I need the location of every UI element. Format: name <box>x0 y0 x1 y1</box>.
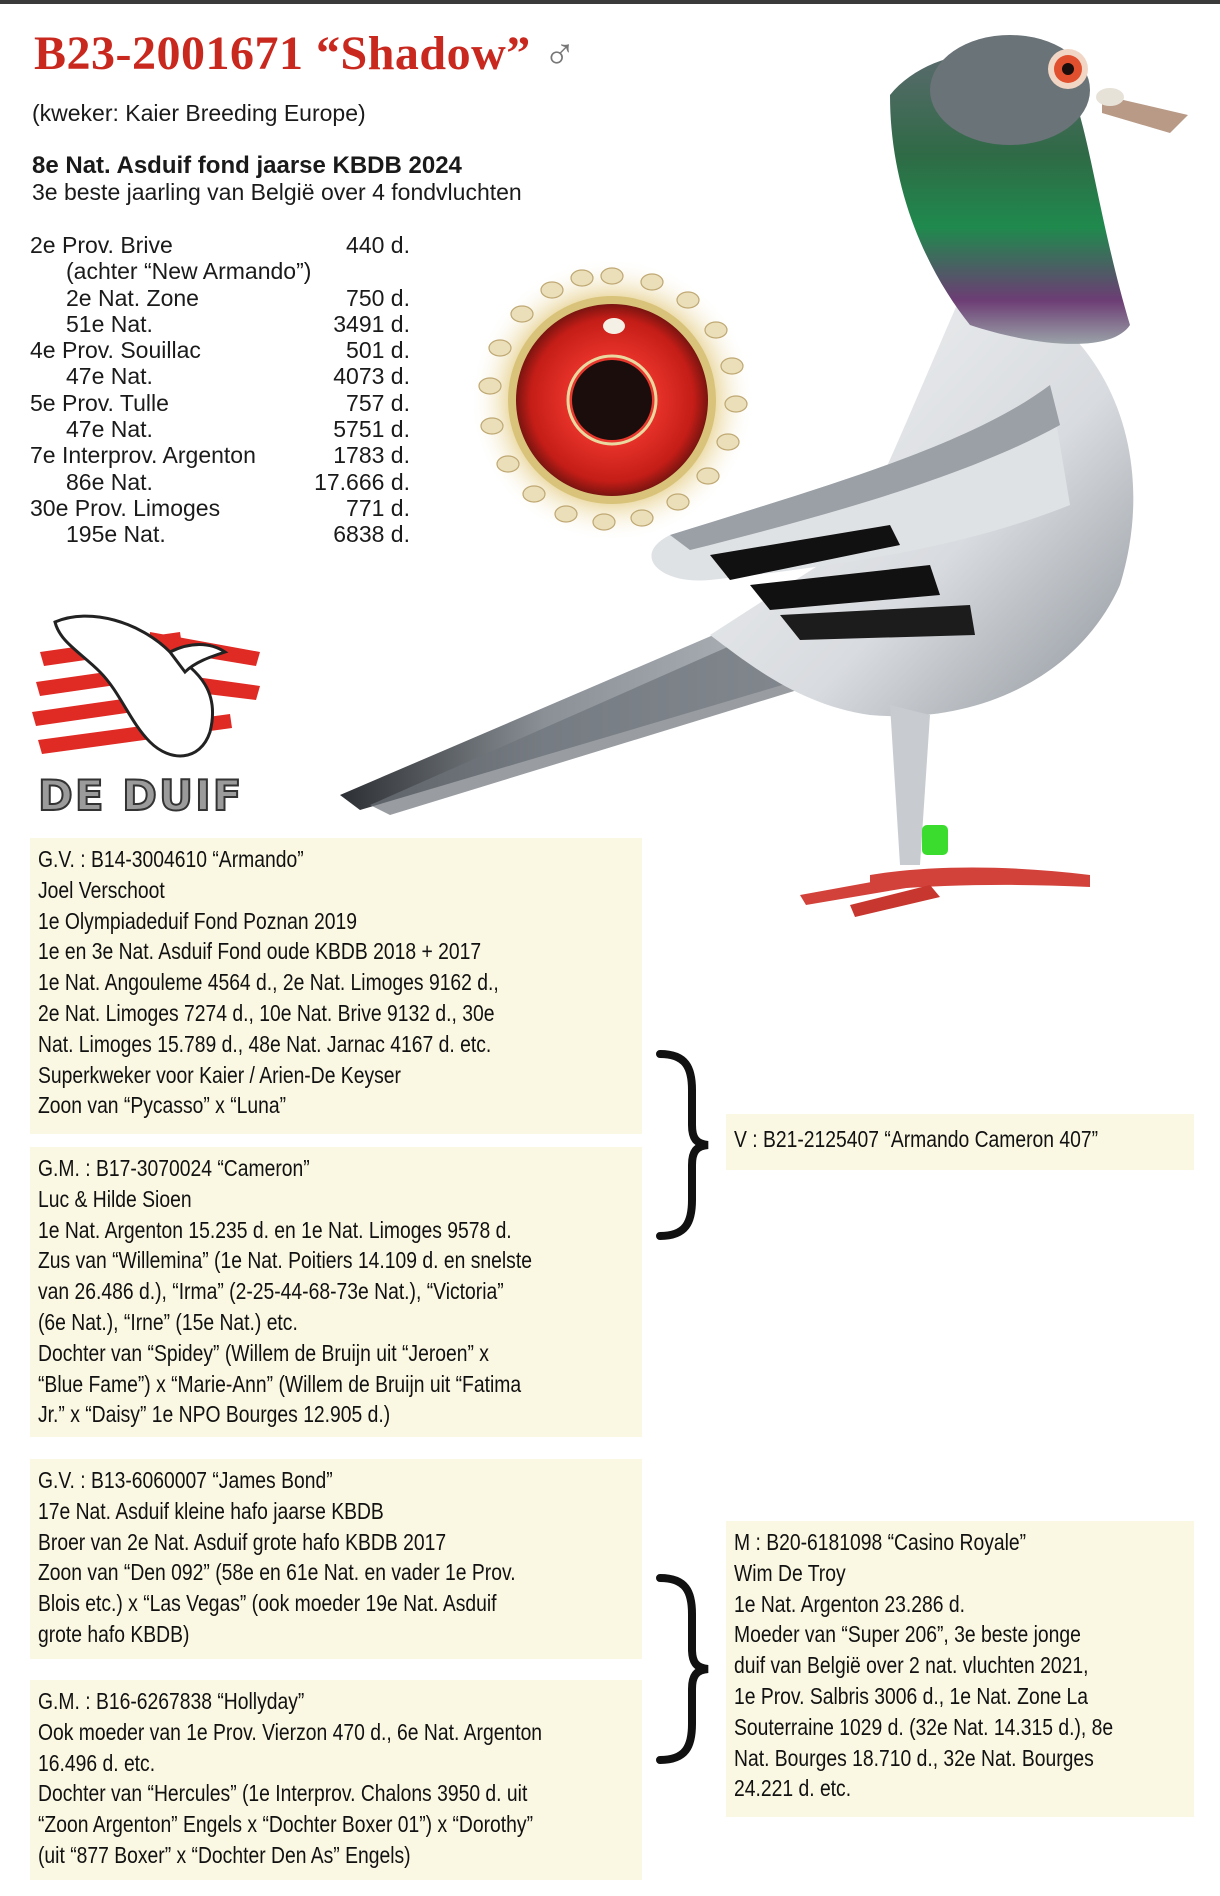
headline-achievement: 8e Nat. Asduif fond jaarse KBDB 2024 <box>32 152 462 179</box>
pedigree-line: Ook moeder van 1e Prov. Vierzon 470 d., 6e Nat. Argenton <box>38 1718 543 1745</box>
pedigree-line: Dochter van “Spidey” (Willem de Bruijn uit “Jeroen” x <box>38 1339 489 1366</box>
result-label: 2e Prov. Brive <box>30 232 173 258</box>
result-label: 47e Nat. <box>66 416 153 443</box>
grandmother-paternal-box <box>30 1147 642 1437</box>
result-value: 771 d. <box>346 494 410 521</box>
result-value: 750 d. <box>346 284 410 311</box>
pedigree-line: 1e Nat. Argenton 23.286 d. <box>734 1590 965 1617</box>
pedigree-line: 1e Prov. Salbris 3006 d., 1e Nat. Zone La <box>734 1682 1089 1709</box>
result-label: 51e Nat. <box>66 310 153 337</box>
title-text: B23-2001671 “Shadow” <box>34 27 531 80</box>
result-value: 17.666 d. <box>314 468 410 495</box>
pedigree-line: 1e en 3e Nat. Asduif Fond oude KBDB 2018 + 2017 <box>38 938 482 965</box>
grandfather-paternal-box <box>30 838 642 1134</box>
result-value: 5751 d. <box>333 416 410 443</box>
pedigree-line: Souterraine 1029 d. (32e Nat. 14.315 d.), 8e <box>734 1713 1114 1740</box>
pedigree-line: Zus van “Willemina” (1e Nat. Poitiers 14.109 d. en snelste <box>38 1247 532 1274</box>
pedigree-line: Superkweker voor Kaier / Arien-De Keyser <box>38 1061 401 1088</box>
pigeon-photo <box>330 25 1210 950</box>
result-value: 3491 d. <box>333 310 410 337</box>
pedigree-line: Blois etc.) x “Las Vegas” (ook moeder 19e Nat. Asduif <box>38 1590 497 1617</box>
pedigree-line: 1e Nat. Angouleme 4564 d., 2e Nat. Limoges 9162 d., <box>38 969 499 996</box>
pedigree-line: grote hafo KBDB) <box>38 1620 190 1647</box>
result-label: 30e Prov. Limoges <box>30 494 221 521</box>
pedigree-line: Joel Verschoot <box>38 876 165 903</box>
pedigree-line: G.M. : B17-3070024 “Cameron” <box>38 1155 310 1181</box>
result-value: 757 d. <box>346 389 410 416</box>
pedigree-line: 1e Olympiadeduif Fond Poznan 2019 <box>38 907 358 934</box>
result-value: 6838 d. <box>333 521 410 548</box>
pedigree-line: Jr.” x “Daisy” 1e NPO Bourges 12.905 d.) <box>38 1401 391 1428</box>
pedigree-line: Dochter van “Hercules” (1e Interprov. Chalons 3950 d. uit <box>38 1780 528 1807</box>
result-value: 1783 d. <box>333 442 410 469</box>
result-label: 47e Nat. <box>66 363 153 390</box>
pedigree-line: 17e Nat. Asduif kleine hafo jaarse KBDB <box>38 1497 384 1524</box>
top-border <box>0 0 1220 4</box>
pedigree-line: G.V. : B14-3004610 “Armando” <box>38 846 304 872</box>
logo-wordmark: DE DUIF <box>38 771 244 820</box>
pedigree-line: 16.496 d. etc. <box>38 1749 156 1776</box>
pedigree-line: Moeder van “Super 206”, 3e beste jonge <box>734 1621 1081 1648</box>
result-label: 195e Nat. <box>66 521 166 548</box>
headline-subtitle: 3e beste jaarling van België over 4 fondvluchten <box>32 179 522 205</box>
breeder-line: (kweker: Kaier Breeding Europe) <box>32 100 366 126</box>
result-label: 2e Nat. Zone <box>66 284 199 311</box>
pedigree-line: “Blue Fame”) x “Marie-Ann” (Willem de Bruijn uit “Fatima <box>38 1370 522 1397</box>
pedigree-line: (uit “877 Boxer” x “Dochter Den As” Engels) <box>38 1841 411 1868</box>
father-brace-icon <box>652 1050 712 1240</box>
grandfather-maternal-box <box>30 1459 642 1659</box>
pedigree-line: Zoon van “Den 092” (58e en 61e Nat. en vader 1e Prov. <box>38 1559 516 1586</box>
pedigree-line: 1e Nat. Argenton 15.235 d. en 1e Nat. Limoges 9578 d. <box>38 1216 512 1243</box>
grandmother-maternal-box <box>30 1680 642 1880</box>
pedigree-line: duif van België over 2 nat. vluchten 2021, <box>734 1652 1089 1679</box>
result-label: 5e Prov. Tulle <box>30 389 169 416</box>
pedigree-line: “Zoon Argenton” Engels x “Dochter Boxer 01”) x “Dorothy” <box>38 1811 534 1838</box>
pedigree-line: M : B20-6181098 “Casino Royale” <box>734 1529 1027 1555</box>
mother-box <box>726 1521 1194 1817</box>
pedigree-line: Nat. Limoges 15.789 d., 48e Nat. Jarnac 4167 d. etc. <box>38 1030 492 1057</box>
pedigree-line: G.M. : B16-6267838 “Hollyday” <box>38 1688 305 1714</box>
pedigree-line: Wim De Troy <box>734 1559 846 1586</box>
pedigree-line: Nat. Bourges 18.710 d., 32e Nat. Bourges <box>734 1744 1094 1771</box>
pedigree-line: Broer van 2e Nat. Asduif grote hafo KBDB 2017 <box>38 1528 447 1555</box>
male-symbol-icon: ♂ <box>543 30 577 79</box>
result-value: 440 d. <box>346 232 410 258</box>
mother-brace-icon <box>652 1574 712 1764</box>
pedigree-line: 2e Nat. Limoges 7274 d., 10e Nat. Brive 9132 d., 30e <box>38 999 495 1026</box>
pedigree-line: Luc & Hilde Sioen <box>38 1185 192 1212</box>
result-label: (achter “New Armando”) <box>66 258 312 285</box>
pedigree-line: 24.221 d. etc. <box>734 1775 852 1802</box>
father-box <box>726 1114 1194 1170</box>
pedigree-line: V : B21-2125407 “Armando Cameron 407” <box>734 1126 1099 1152</box>
pedigree-line: Zoon van “Pycasso” x “Luna” <box>38 1092 287 1119</box>
pedigree-line: G.V. : B13-6060007 “James Bond” <box>38 1467 333 1493</box>
pedigree-line: (6e Nat.), “Irne” (15e Nat.) etc. <box>38 1308 298 1335</box>
result-label: 86e Nat. <box>66 468 153 495</box>
result-value: 4073 d. <box>333 363 410 390</box>
result-label: 4e Prov. Souillac <box>30 337 201 364</box>
pedigree-line: van 26.486 d.), “Irma” (2-25-44-68-73e Nat.), “Victoria” <box>38 1278 504 1305</box>
result-value: 501 d. <box>346 337 410 364</box>
result-label: 7e Interprov. Argenton <box>30 442 256 469</box>
